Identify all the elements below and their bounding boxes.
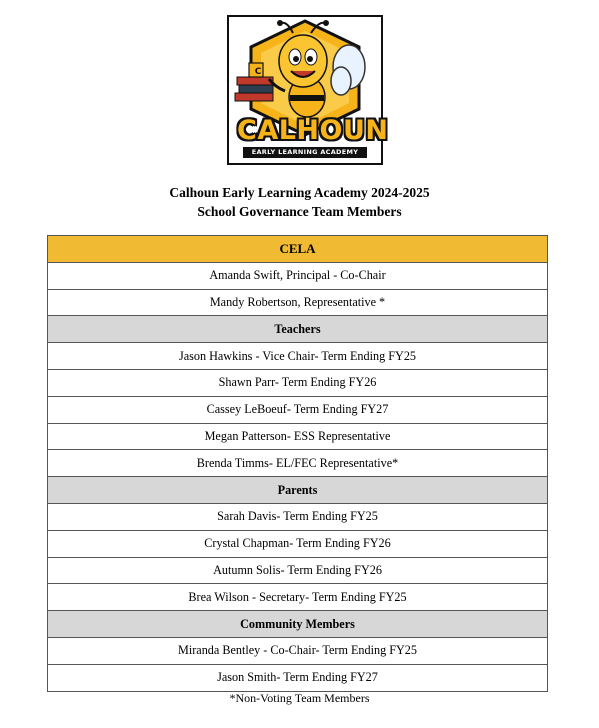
table-row: Autumn Solis- Term Ending FY26 — [48, 557, 548, 584]
table-row: Sarah Davis- Term Ending FY25 — [48, 503, 548, 530]
logo-tagline: EARLY LEARNING ACADEMY — [243, 147, 367, 158]
logo-block-letter: C — [254, 67, 262, 77]
document-title: Calhoun Early Learning Academy 2024-2025 — [169, 185, 430, 200]
table-row: Miranda Bentley - Co-Chair- Term Ending FY25 — [48, 637, 548, 664]
governance-team-table — [47, 235, 548, 692]
table-row: Brenda Timms- EL/FEC Representative* — [48, 450, 548, 477]
section-header-parents: Parents — [48, 477, 548, 504]
document-subtitle: School Governance Team Members — [197, 204, 402, 219]
table-row: Crystal Chapman- Term Ending FY26 — [48, 530, 548, 557]
section-header-community: Community Members — [48, 611, 548, 638]
section-header-teachers: Teachers — [48, 316, 548, 343]
logo-wordmark: CALHOUN — [237, 115, 389, 146]
table-row: Shawn Parr- Term Ending FY26 — [48, 369, 548, 396]
table-row: Cassey LeBoeuf- Term Ending FY27 — [48, 396, 548, 423]
school-logo — [227, 15, 389, 165]
table-row: Brea Wilson - Secretary- Term Ending FY25 — [48, 584, 548, 611]
footnote-non-voting: *Non-Voting Team Members — [229, 691, 370, 705]
table-row: Megan Patterson- ESS Representative — [48, 423, 548, 450]
table-row: Jason Hawkins - Vice Chair- Term Ending FY25 — [48, 343, 548, 370]
table-row: Amanda Swift, Principal - Co-Chair — [48, 262, 548, 289]
table-header-cela: CELA — [48, 236, 548, 263]
table-row: Mandy Robertson, Representative * — [48, 289, 548, 316]
table-row: Jason Smith- Term Ending FY27 — [48, 664, 548, 691]
